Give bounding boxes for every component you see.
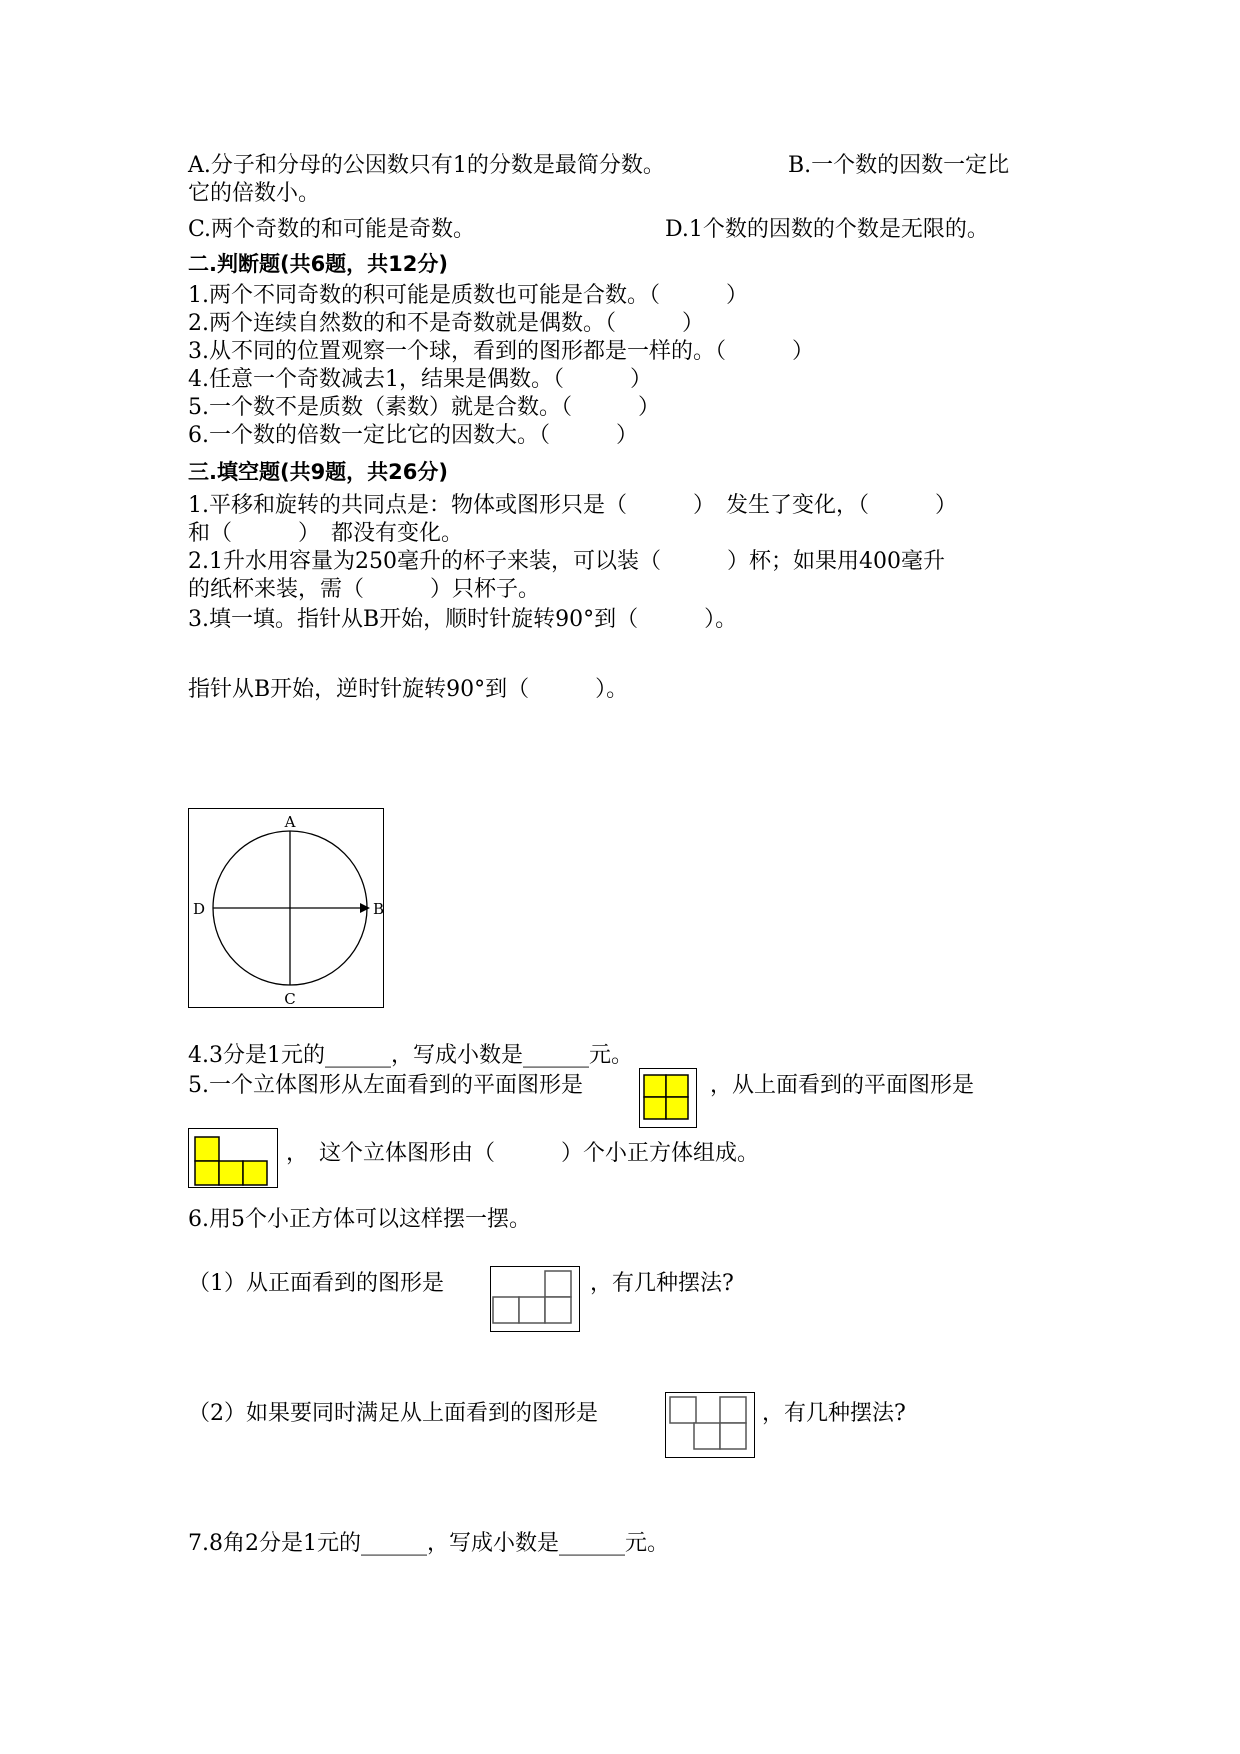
cube-square: [195, 1137, 219, 1161]
fill-q2-line1: 2.1升水用容量为250毫升的杯子来装，可以装（ ）杯；如果用400毫升: [188, 549, 945, 574]
judge-item-1: 1.两个不同奇数的积可能是质数也可能是合数。（ ）: [188, 283, 748, 308]
top-view-figure: [188, 1128, 278, 1188]
dial-label-b: B: [373, 900, 384, 918]
cube-square: [670, 1397, 696, 1423]
section2-heading: 二.判断题(共6题，共12分): [188, 252, 449, 276]
dial-label-c: C: [284, 990, 296, 1008]
cube-square: [243, 1161, 267, 1185]
dial-label-a: A: [284, 813, 296, 831]
fill-q6-sub2-text: （2）如果要同时满足从上面看到的图形是: [188, 1401, 598, 1426]
fill-q7: 7.8角2分是1元的______，写成小数是______元。: [188, 1531, 669, 1556]
cube-square: [694, 1423, 720, 1449]
front-view-figure: [490, 1266, 580, 1332]
fill-q6-sub2-question: ，有几种摆法?: [762, 1401, 906, 1426]
clock-dial-figure: [188, 808, 384, 1008]
option-b-continued: 它的倍数小。: [188, 181, 321, 206]
option-b: B.一个数的因数一定比: [788, 153, 1010, 178]
cube-square: [644, 1097, 666, 1119]
cube-square: [666, 1097, 688, 1119]
cube-square: [195, 1161, 219, 1185]
fill-q5-part2: ，从上面看到的平面图形是: [710, 1073, 975, 1098]
fill-q1-line1: 1.平移和旋转的共同点是：物体或图形只是（ ） 发生了变化，（ ）: [188, 493, 957, 518]
cube-square: [493, 1297, 519, 1323]
cube-square: [720, 1423, 746, 1449]
option-c: C.两个奇数的和可能是奇数。: [188, 217, 476, 242]
section3-heading: 三.填空题(共9题，共26分): [188, 460, 449, 484]
dial-label-d: D: [193, 900, 206, 918]
fill-q4: 4.3分是1元的______，写成小数是______元。: [188, 1043, 633, 1068]
fill-q5-part1: 5.一个立体图形从左面看到的平面图形是: [188, 1073, 583, 1098]
judge-item-4: 4.任意一个奇数减去1，结果是偶数。（ ）: [188, 367, 652, 392]
judge-item-3: 3.从不同的位置观察一个球，看到的图形都是一样的。（ ）: [188, 339, 814, 364]
fill-q5-part3: ， 这个立体图形由（ ）个小正方体组成。: [286, 1141, 760, 1166]
cube-square: [545, 1271, 571, 1297]
judge-item-5: 5.一个数不是质数（素数）就是合数。（ ）: [188, 395, 660, 420]
cube-square: [519, 1297, 545, 1323]
left-view-figure: [639, 1068, 697, 1128]
fill-q3-line1: 3.填一填。指针从B开始，顺时针旋转90°到（ ）。: [188, 607, 738, 632]
cube-square: [666, 1075, 688, 1097]
cube-square: [219, 1161, 243, 1185]
top-view-figure-2: [665, 1392, 755, 1458]
judge-item-2: 2.两个连续自然数的和不是奇数就是偶数。（ ）: [188, 311, 704, 336]
cube-square: [545, 1297, 571, 1323]
judge-item-6: 6.一个数的倍数一定比它的因数大。（ ）: [188, 423, 638, 448]
fill-q6-sub1-text: （1）从正面看到的图形是: [188, 1271, 444, 1296]
cube-square: [644, 1075, 666, 1097]
fill-q6-intro: 6.用5个小正方体可以这样摆一摆。: [188, 1207, 531, 1232]
option-a: A.分子和分母的公因数只有1的分数是最简分数。: [188, 153, 665, 178]
fill-q3-line2: 指针从B开始，逆时针旋转90°到（ ）。: [188, 677, 629, 702]
fill-q1-line2: 和（ ） 都没有变化。: [188, 521, 464, 546]
fill-q2-line2: 的纸杯来装，需（ ）只杯子。: [188, 577, 541, 602]
option-d: D.1个数的因数的个数是无限的。: [665, 217, 989, 242]
fill-q6-sub1-question: ，有几种摆法?: [590, 1271, 734, 1296]
cube-square: [720, 1397, 746, 1423]
